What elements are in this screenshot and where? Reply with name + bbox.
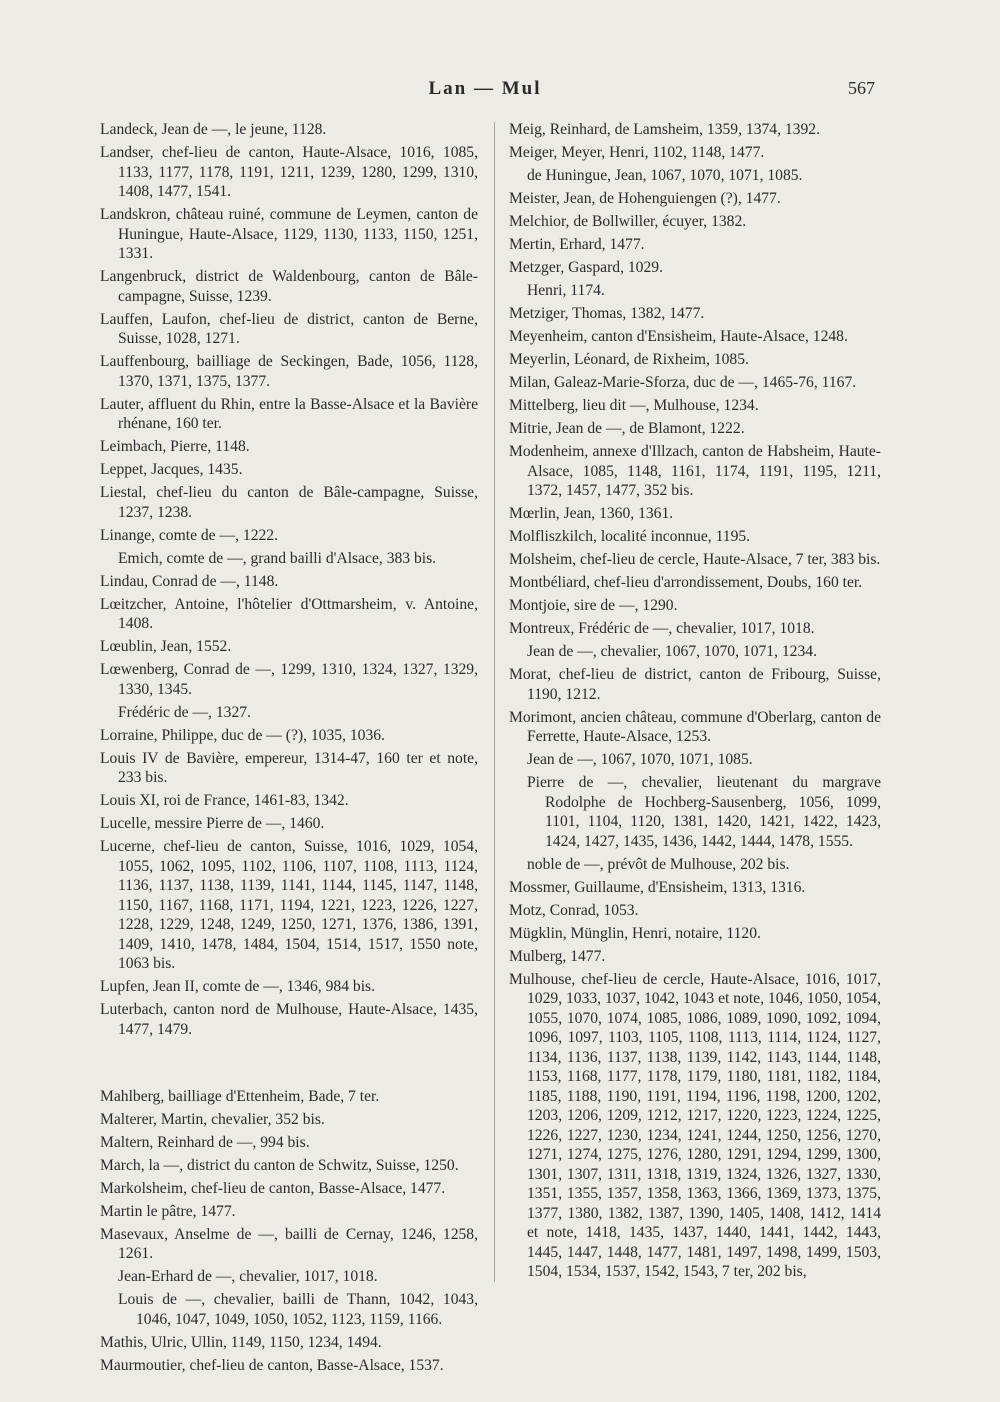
index-entry: Metziger, Thomas, 1382, 1477.	[509, 305, 705, 322]
index-entry: Liestal, chef-lieu du canton de Bâle-campagne, Suisse, 1237, 1238.	[100, 484, 478, 521]
index-entry: Malterer, Martin, chevalier, 352 bis.	[100, 1110, 325, 1128]
index-entry: Modenheim, annexe d'Illzach, canton de Habsheim, Haute-Alsace, 1085, 1148, 1161, 1174, 1191, 1195, 1211, 1372, 1457, 1477, 352 bis.	[509, 443, 881, 499]
index-entry: Martin le pâtre, 1477.	[100, 1202, 236, 1220]
index-entry: Leimbach, Pierre, 1148.	[100, 438, 250, 455]
index-subentry: Pierre de —, chevalier, lieutenant du margrave Rodolphe de Hochberg-Sausenberg, 1056, 1099, 1101, 1104, 1120, 1381, 1420, 1421, 1422, 1423, 1424, 1427, 1435, 1436, 1442, 1444, 1478, 1555.	[527, 774, 881, 850]
index-entry: Lucerne, chef-lieu de canton, Suisse, 1016, 1029, 1054, 1055, 1062, 1095, 1102, 1106, 1107, 1108, 1113, 1124, 1136, 1137, 1138, 1139, 1141, 1144, 1145, 1147, 1148, 1150, 1167, 1168, 1171, 1194, 1221, 1223, 1226, 1227, 1228, 1229, 1248, 1249, 1250, 1271, 1376, 1386, 1391, 1409, 1410, 1478, 1484, 1504, 1514, 1517, 1550 note, 1063 bis.	[100, 838, 478, 972]
index-entry: Meiger, Meyer, Henri, 1102, 1148, 1477.	[509, 144, 765, 161]
index-entry: Montreux, Frédéric de —, chevalier, 1017, 1018.	[509, 620, 815, 637]
index-entry: Landeck, Jean de —, le jeune, 1128.	[100, 121, 327, 138]
index-entry: Mathis, Ulric, Ullin, 1149, 1150, 1234, 1494.	[100, 1333, 382, 1351]
index-subentry: Louis de —, chevalier, bailli de Thann, 1042, 1043, 1046, 1047, 1049, 1050, 1052, 1123, 1159, 1166.	[118, 1291, 478, 1328]
index-subentry: Henri, 1174.	[527, 282, 605, 299]
index-entry: Mossmer, Guillaume, d'Ensisheim, 1313, 1316.	[509, 878, 806, 896]
index-entry: Montbéliard, chef-lieu d'arrondissement, Doubs, 160 ter.	[509, 574, 863, 591]
index-entry: Mulhouse, chef-lieu de cercle, Haute-Alsace, 1016, 1017, 1029, 1033, 1037, 1042, 1043 et note, 1046, 1050, 1054, 1055, 1070, 1074, 1085, 1086, 1089, 1090, 1092, 1094, 1096, 1097, 1103, 1105, 1108, 1113, 1114, 1124, 1127, 1134, 1136, 1137, 1138, 1139, 1142, 1143, 1144, 1148, 1153, 1168, 1177, 1178, 1179, 1180, 1181, 1182, 1184, 1185, 1188, 1190, 1191, 1194, 1196, 1198, 1200, 1202, 1203, 1206, 1209, 1212, 1217, 1220, 1223, 1224, 1225, 1226, 1227, 1230, 1234, 1241, 1244, 1250, 1256, 1270, 1271, 1274, 1275, 1276, 1280, 1291, 1294, 1299, 1300, 1301, 1307, 1311, 1318, 1319, 1324, 1326, 1327, 1330, 1351, 1355, 1357, 1358, 1363, 1366, 1369, 1373, 1375, 1377, 1380, 1382, 1387, 1390, 1405, 1408, 1412, 1414 et note, 1418, 1435, 1437, 1440, 1441, 1442, 1443, 1445, 1447, 1448, 1477, 1481, 1497, 1498, 1499, 1503, 1504, 1534, 1537, 1542, 1543, 7 ter, 202 bis,	[509, 970, 881, 1280]
index-entry: Masevaux, Anselme de —, bailli de Cernay, 1246, 1258, 1261.	[100, 1225, 478, 1262]
index-entry: Louis IV de Bavière, empereur, 1314-47, 160 ter et note, 233 bis.	[100, 749, 478, 786]
index-entry: March, la —, district du canton de Schwitz, Suisse, 1250.	[100, 1156, 459, 1174]
index-entry: Molfliszkilch, localité inconnue, 1195.	[509, 528, 751, 545]
index-entry: Morimont, ancien château, commune d'Oberlarg, canton de Ferrette, Haute-Alsace, 1253.	[509, 708, 881, 745]
index-entry: Meyerlin, Léonard, de Rixheim, 1085.	[509, 351, 749, 368]
index-entry: Lauffenbourg, bailliage de Seckingen, Bade, 1056, 1128, 1370, 1371, 1375, 1377.	[100, 353, 478, 390]
index-entry: Louis XI, roi de France, 1461-83, 1342.	[100, 792, 349, 809]
index-entry: Montjoie, sire de —, 1290.	[509, 597, 678, 614]
index-entry: Lindau, Conrad de —, 1148.	[100, 572, 279, 590]
index-entry: Lucelle, messire Pierre de —, 1460.	[100, 815, 325, 832]
index-entry: Lœwenberg, Conrad de —, 1299, 1310, 1324, 1327, 1329, 1330, 1345.	[100, 661, 478, 698]
index-entry: Landser, chef-lieu de canton, Haute-Alsace, 1016, 1085, 1133, 1177, 1178, 1191, 1211, 1239, 1280, 1299, 1310, 1408, 1477, 1541.	[100, 144, 478, 200]
index-entry: Morat, chef-lieu de district, canton de Fribourg, Suisse, 1190, 1212.	[509, 666, 881, 703]
right-index-column	[509, 120, 881, 1285]
index-entry: Mittelberg, lieu dit —, Mulhouse, 1234.	[509, 397, 759, 414]
column-divider	[494, 122, 495, 1282]
index-entry: Lauffen, Laufon, chef-lieu de district, canton de Berne, Suisse, 1028, 1271.	[100, 310, 478, 347]
index-entry: Mœrlin, Jean, 1360, 1361.	[509, 505, 674, 522]
index-entry: Lauter, affluent du Rhin, entre la Basse-Alsace et la Bavière rhénane, 160 ter.	[100, 395, 478, 432]
index-entry: Langenbruck, district de Waldenbourg, canton de Bâle-campagne, Suisse, 1239.	[100, 268, 478, 305]
index-subentry: Frédéric de —, 1327.	[118, 703, 251, 721]
left-index-column	[100, 120, 478, 1379]
page-number: 567	[848, 78, 875, 98]
index-entry: Mahlberg, bailliage d'Ettenheim, Bade, 7 ter.	[100, 1087, 380, 1105]
running-title: Lan — Mul	[428, 78, 542, 99]
index-subentry: de Huningue, Jean, 1067, 1070, 1071, 1085.	[527, 167, 803, 184]
index-entry: Markolsheim, chef-lieu de canton, Basse-Alsace, 1477.	[100, 1179, 446, 1197]
index-entry: Leppet, Jacques, 1435.	[100, 461, 243, 478]
index-entry: Mertin, Erhard, 1477.	[509, 236, 645, 253]
index-entry: Meyenheim, canton d'Ensisheim, Haute-Alsace, 1248.	[509, 328, 848, 345]
index-entry: Lorraine, Philippe, duc de — (?), 1035, 1036.	[100, 726, 385, 744]
index-entry: Maurmoutier, chef-lieu de canton, Basse-Alsace, 1537.	[100, 1356, 444, 1374]
index-subentry: Jean de —, 1067, 1070, 1071, 1085.	[527, 751, 753, 768]
index-entry: Mitrie, Jean de —, de Blamont, 1222.	[509, 420, 745, 437]
index-entry: Linange, comte de —, 1222.	[100, 526, 278, 544]
index-subentry: Emich, comte de —, grand bailli d'Alsace, 383 bis.	[118, 549, 437, 567]
index-entry: Meig, Reinhard, de Lamsheim, 1359, 1374, 1392.	[509, 121, 820, 138]
index-entry: Motz, Conrad, 1053.	[509, 901, 639, 919]
index-entry: Maltern, Reinhard de —, 994 bis.	[100, 1133, 310, 1151]
section-gap	[100, 1043, 478, 1087]
index-entry: Melchior, de Bollwiller, écuyer, 1382.	[509, 213, 747, 230]
index-subentry: Jean-Erhard de —, chevalier, 1017, 1018.	[118, 1268, 378, 1285]
index-entry: Mügklin, Münglin, Henri, notaire, 1120.	[509, 924, 761, 942]
index-subentry: Jean de —, chevalier, 1067, 1070, 1071, 1234.	[527, 643, 817, 660]
index-entry: Molsheim, chef-lieu de cercle, Haute-Alsace, 7 ter, 383 bis.	[509, 551, 881, 568]
index-entry: Lœitzcher, Antoine, l'hôtelier d'Ottmarsheim, v. Antoine, 1408.	[100, 595, 478, 632]
index-entry: Lœublin, Jean, 1552.	[100, 638, 232, 655]
index-entry: Milan, Galeaz-Marie-Sforza, duc de —, 1465-76, 1167.	[509, 374, 857, 391]
index-entry: Landskron, château ruiné, commune de Leymen, canton de Huningue, Haute-Alsace, 1129, 1130, 1133, 1150, 1251, 1331.	[100, 206, 478, 262]
page-header	[0, 78, 1000, 108]
index-entry: Lupfen, Jean II, comte de —, 1346, 984 bis.	[100, 978, 375, 995]
index-entry: Luterbach, canton nord de Mulhouse, Haute-Alsace, 1435, 1477, 1479.	[100, 1001, 478, 1038]
index-entry: Mulberg, 1477.	[509, 947, 606, 965]
index-subentry: noble de —, prévôt de Mulhouse, 202 bis.	[527, 855, 790, 873]
index-entry: Metzger, Gaspard, 1029.	[509, 259, 663, 276]
index-entry: Meister, Jean, de Hohenguiengen (?), 1477.	[509, 190, 781, 207]
